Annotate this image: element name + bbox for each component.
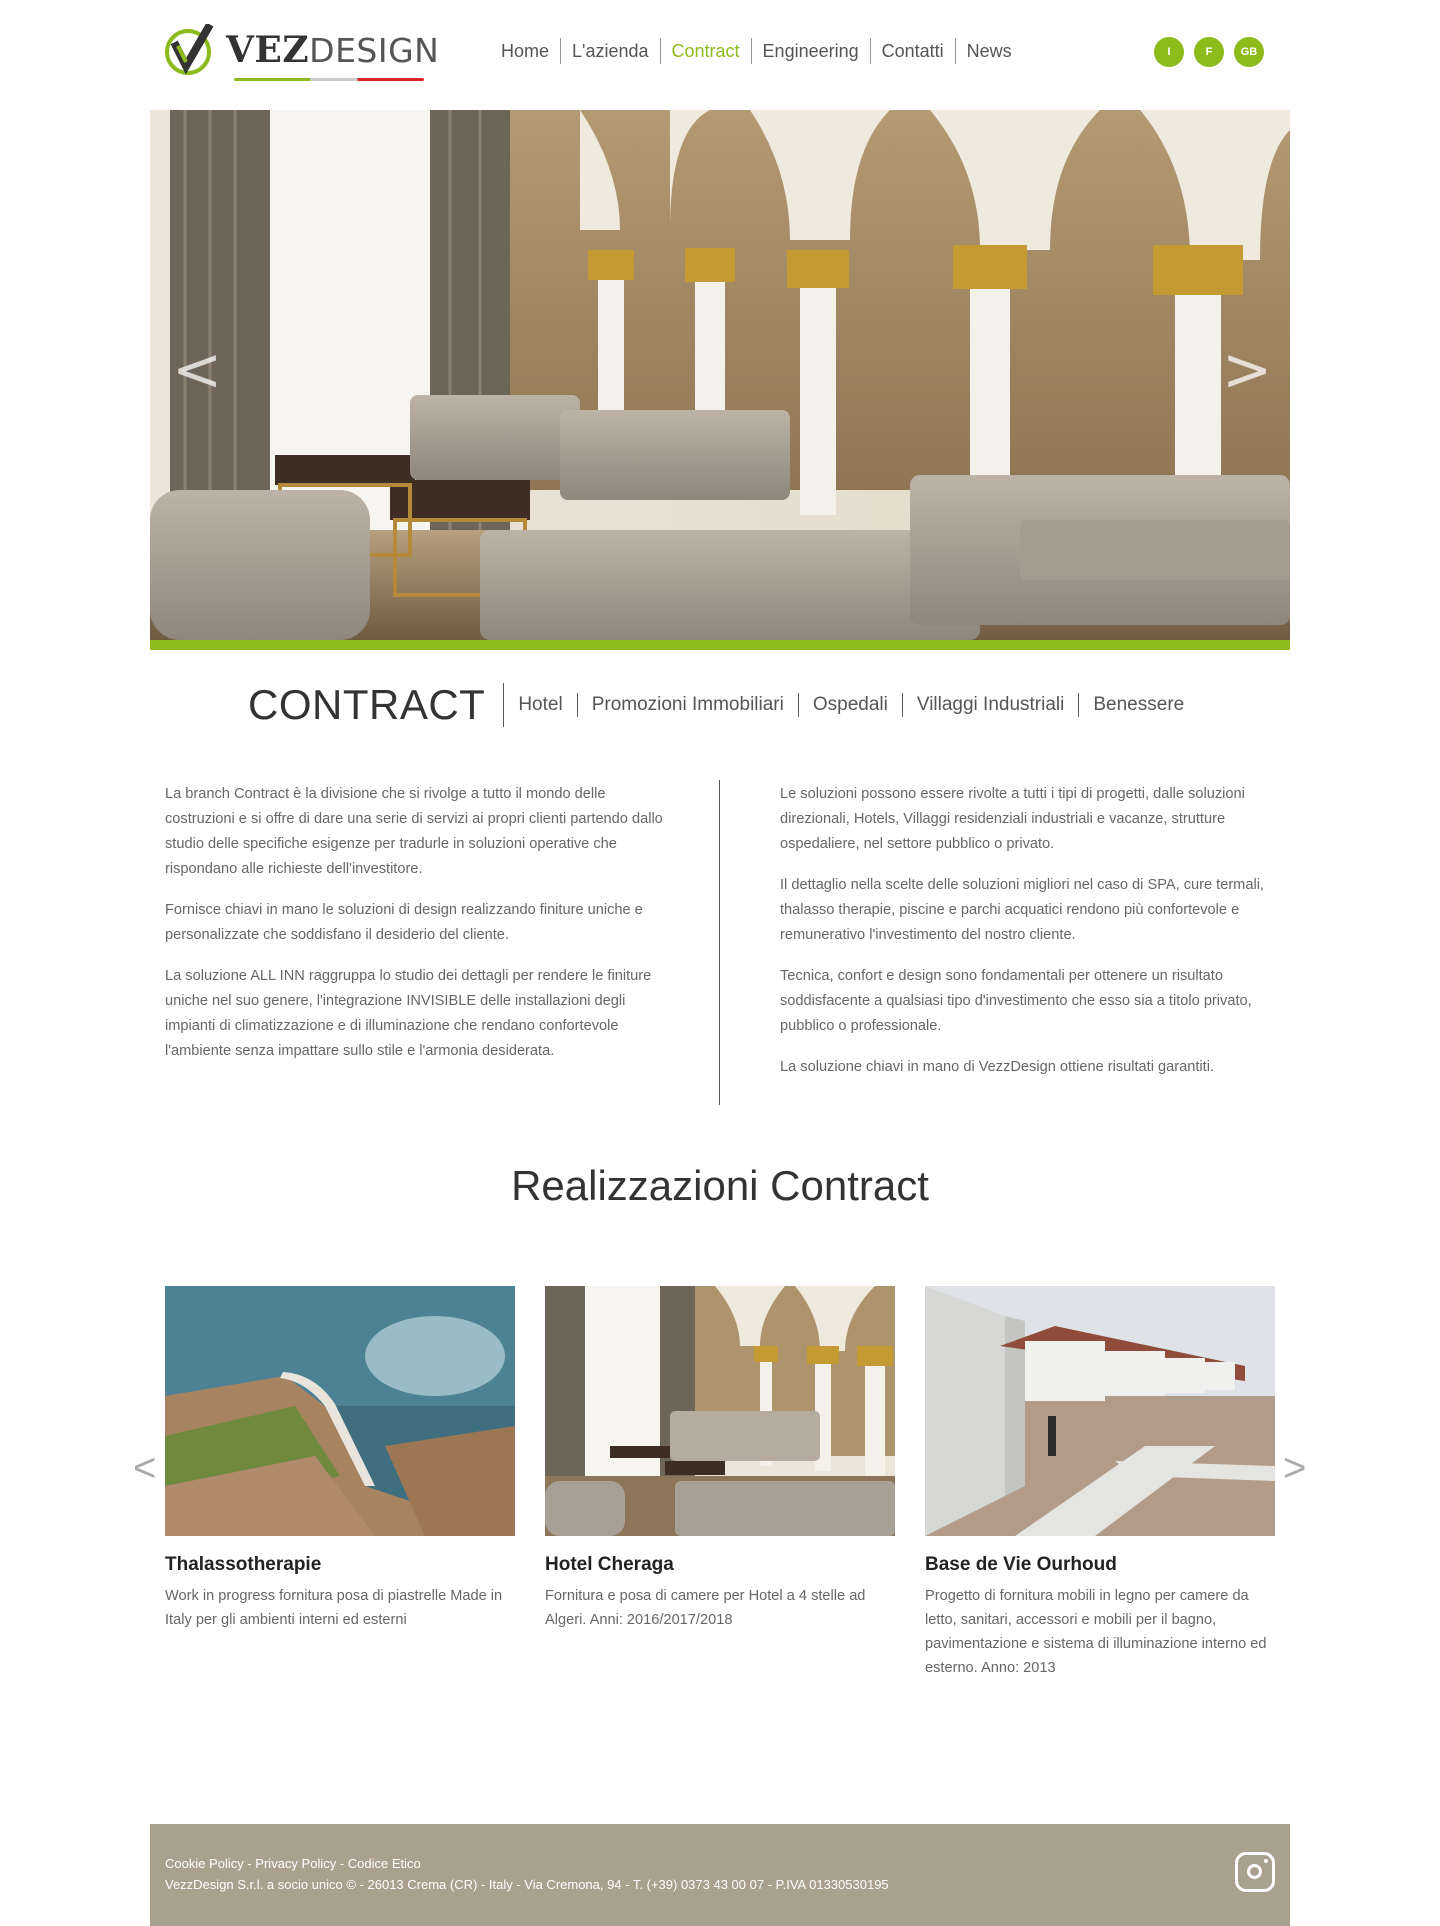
section-title: CONTRACT	[248, 683, 504, 727]
project-title[interactable]: Hotel Cheraga	[545, 1554, 674, 1575]
main-nav	[490, 38, 1023, 64]
nav-azienda[interactable]: L'azienda	[560, 38, 660, 64]
nav-engineering[interactable]: Engineering	[751, 38, 870, 64]
hero-accent-bar	[150, 640, 1290, 650]
submenu-ospedali[interactable]: Ospedali	[798, 693, 902, 717]
lang-gb-button[interactable]: GB	[1234, 37, 1264, 67]
logo[interactable]	[164, 20, 440, 80]
instagram-dot	[1264, 1859, 1268, 1863]
project-image[interactable]	[925, 1286, 1275, 1536]
contract-submenu	[248, 683, 1198, 727]
nav-contract[interactable]: Contract	[660, 38, 751, 64]
footer	[150, 1824, 1290, 1926]
projects-prev-arrow[interactable]: <	[133, 1446, 157, 1490]
submenu-promozioni-immobiliari[interactable]: Promozioni Immobiliari	[577, 693, 798, 717]
project-card-base-de-vie-ourhoud[interactable]	[925, 1286, 1275, 1680]
footer-policy-links[interactable]: Cookie Policy - Privacy Policy - Codice Etico	[165, 1856, 421, 1871]
submenu-benessere[interactable]: Benessere	[1078, 693, 1198, 717]
lang-fr-button[interactable]: F	[1194, 37, 1224, 67]
lang-it-button[interactable]: I	[1154, 37, 1184, 67]
projects-next-arrow[interactable]: >	[1283, 1446, 1307, 1490]
intro-paragraph: La soluzione chiavi in mano di VezzDesign ottiene risultati garantiti.	[780, 1059, 1214, 1075]
intro-left-column	[165, 782, 665, 1080]
project-image[interactable]	[165, 1286, 515, 1536]
project-title[interactable]: Thalassotherapie	[165, 1554, 322, 1575]
logo-mark-icon	[164, 24, 216, 76]
project-description: Work in progress fornitura posa di piastrelle Made in Italy per gli ambienti interni ed esterni	[165, 1588, 503, 1628]
project-title[interactable]: Base de Vie Ourhoud	[925, 1554, 1117, 1575]
intro-right-column	[780, 782, 1270, 1096]
submenu-hotel[interactable]: Hotel	[518, 694, 563, 715]
nav-home[interactable]: Home	[501, 41, 550, 61]
nav-news[interactable]: News	[955, 38, 1023, 64]
submenu-villaggi-industriali[interactable]: Villaggi Industriali	[902, 693, 1079, 717]
column-divider	[719, 780, 720, 1105]
project-description: Progetto di fornitura mobili in legno per camere da letto, sanitari, accessori e mobili per il bagno, pavimentazione e sistema di illuminazione interno ed esterno. Anno: 2013	[925, 1588, 1267, 1676]
instagram-icon[interactable]	[1235, 1852, 1275, 1892]
project-image[interactable]	[545, 1286, 895, 1536]
hero-prev-arrow[interactable]: <	[172, 335, 223, 405]
nav-contatti[interactable]: Contatti	[870, 38, 955, 64]
project-card-thalassotherapie[interactable]	[165, 1286, 515, 1632]
logo-wordmark: VEZDESIGN	[226, 29, 439, 71]
project-description: Fornitura e posa di camere per Hotel a 4 stelle ad Algeri. Anni: 2016/2017/2018	[545, 1588, 866, 1628]
intro-paragraph: Tecnica, confort e design sono fondamentali per ottenere un risultato soddisfacente a qualsiasi tipo d'investimento che esso sia a titolo privato, pubblico o professionale.	[780, 968, 1252, 1034]
logo-underline	[234, 78, 424, 81]
intro-paragraph: Le soluzioni possono essere rivolte a tutti i tipi di progetti, dalle soluzioni direzionali, Hotels, Villaggi residenziali industriali e vacanze, strutture ospedaliere, nel settore pubblico o privato.	[780, 786, 1245, 852]
projects-title: Realizzazioni Contract	[511, 1162, 929, 1209]
intro-paragraph: La soluzione ALL INN raggruppa lo studio dei dettagli per rendere le finiture uniche nel suo genere, l'integrazione INVISIBLE delle installazioni degli impianti di climatizzazione e di illuminazione che rendano confortevole l'ambiente senza impattare sullo stile e l'armonia desiderata.	[165, 968, 652, 1059]
instagram-lens	[1247, 1864, 1262, 1879]
footer-company-info: VezzDesign S.r.l. a socio unico © - 26013 Crema (CR) - Italy - Via Cremona, 94 - T. (+39) 0373 43 00 07 - P.IVA 01330530195	[165, 1877, 889, 1892]
hero-slider-image	[150, 110, 1290, 640]
hero-next-arrow[interactable]: >	[1222, 335, 1273, 405]
intro-paragraph: Il dettaglio nella scelte delle soluzioni migliori nel caso di SPA, cure termali, thalasso therapie, piscine e parchi acquatici rendono più confortevole e remunerativo l'investimento del nostro cliente.	[780, 877, 1264, 943]
project-card-hotel-cheraga[interactable]	[545, 1286, 895, 1632]
language-switcher	[1154, 37, 1264, 67]
intro-paragraph: Fornisce chiavi in mano le soluzioni di design realizzando finiture uniche e personalizzate che soddisfano il desiderio del cliente.	[165, 902, 643, 943]
intro-paragraph: La branch Contract è la divisione che si rivolge a tutto il mondo delle costruzioni e si offre di dare una serie di servizi ai propri clienti partendo dallo studio delle specifiche esigenze per tradurle in soluzioni operative che rispondano alle richieste dell'investitore.	[165, 786, 663, 877]
